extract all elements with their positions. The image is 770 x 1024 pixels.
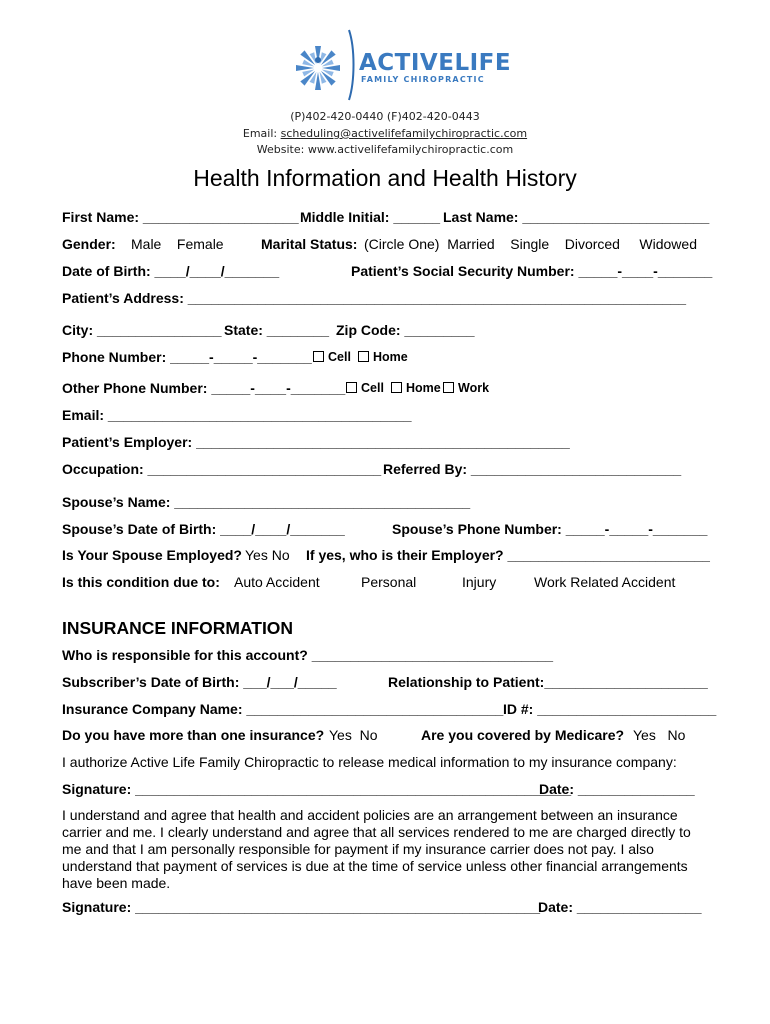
spouse-dob-field[interactable]: Spouse’s Date of Birth: ____/____/_______	[62, 521, 345, 537]
phone-fax-line: (P)402-420-0440 (F)402-420-0443	[290, 110, 480, 123]
email-link[interactable]: scheduling@activelifefamilychiropractic.com	[280, 127, 528, 140]
phone-cell-label: Cell	[328, 350, 351, 364]
medicare-label: Are you covered by Medicare?	[421, 727, 625, 743]
checkbox-icon[interactable]	[391, 382, 402, 393]
gender-options[interactable]: Male Female	[131, 236, 224, 252]
other-work-option[interactable]	[443, 381, 489, 395]
other-work-label: Work	[458, 381, 490, 395]
date-field-1[interactable]: Date: _______________	[539, 781, 695, 797]
phone-field[interactable]: Phone Number: _____-_____-_______	[62, 349, 312, 365]
last-name-field[interactable]: Last Name: ________________________	[443, 209, 710, 225]
other-cell-option[interactable]	[346, 381, 384, 395]
first-name-field[interactable]: First Name: ____________________	[62, 209, 299, 225]
page-title: Health Information and Health History	[193, 165, 577, 191]
other-phone-field[interactable]: Other Phone Number: _____-____-_______	[62, 380, 346, 396]
relationship-field[interactable]: Relationship to Patient:_____________________	[388, 674, 708, 690]
email-line	[0, 127, 770, 140]
other-home-label: Home	[406, 381, 441, 395]
checkbox-icon[interactable]	[313, 351, 324, 362]
insurance-id-field[interactable]: ID #: _______________________	[503, 701, 717, 717]
phone-home-label: Home	[373, 350, 408, 364]
marital-status-options[interactable]: (Circle One) Married Single Divorced Widowed	[364, 236, 697, 252]
condition-label: Is this condition due to:	[62, 574, 220, 590]
multiple-insurance-options[interactable]: Yes No	[329, 727, 378, 743]
phone-home-option[interactable]	[358, 350, 408, 364]
city-field[interactable]: City: ________________	[62, 322, 222, 338]
spouse-phone-field[interactable]: Spouse’s Phone Number: _____-_____-_______	[392, 521, 708, 537]
insurance-company-field[interactable]: Insurance Company Name: _________________________________	[62, 701, 504, 717]
spouse-employed-options[interactable]: Yes No	[245, 547, 290, 563]
employer-field[interactable]: Patient’s Employer: ________________________________________________	[62, 434, 570, 450]
date-field-2[interactable]: Date: ________________	[538, 899, 702, 915]
ssn-field[interactable]: Patient’s Social Security Number: _____-____-_______	[351, 263, 713, 279]
checkbox-icon[interactable]	[358, 351, 369, 362]
spouse-employed-label: Is Your Spouse Employed?	[62, 547, 242, 563]
condition-work-related[interactable]: Work Related Accident	[534, 574, 676, 590]
condition-auto-accident[interactable]: Auto Accident	[234, 574, 320, 590]
authorization-statement: I authorize Active Life Family Chiropractic to release medical information to my insurance company:	[62, 754, 677, 770]
logo-subtext: FAMILY CHIROPRACTIC	[361, 75, 485, 84]
subscriber-dob-field[interactable]: Subscriber’s Date of Birth: ___/___/_____	[62, 674, 337, 690]
signature-field-1[interactable]: Signature: ________________________________________________________	[62, 781, 572, 797]
state-field[interactable]: State: ________	[224, 322, 330, 338]
referred-by-field[interactable]: Referred By: ___________________________	[383, 461, 682, 477]
spouse-employer-field[interactable]: If yes, who is their Employer? __________________________	[306, 547, 710, 563]
other-cell-label: Cell	[361, 381, 384, 395]
condition-personal[interactable]: Personal	[361, 574, 417, 590]
spouse-name-field[interactable]: Spouse’s Name: ______________________________________	[62, 494, 471, 510]
logo-text: ACTIVELIFE	[359, 50, 512, 76]
company-logo	[293, 26, 512, 106]
checkbox-icon[interactable]	[443, 382, 454, 393]
website-line: Website: www.activelifefamilychiropractic.com	[256, 143, 514, 156]
email-field[interactable]: Email: _______________________________________	[62, 407, 412, 423]
middle-initial-field[interactable]: Middle Initial: ______	[300, 209, 441, 225]
address-field[interactable]: Patient’s Address: ________________________________________________________________	[62, 290, 687, 306]
insurance-section-heading: INSURANCE INFORMATION	[62, 618, 294, 638]
occupation-field[interactable]: Occupation: ______________________________	[62, 461, 382, 477]
medicare-options[interactable]: Yes No	[633, 727, 686, 743]
phone-cell-option[interactable]	[313, 350, 351, 364]
multiple-insurance-label: Do you have more than one insurance?	[62, 727, 325, 743]
condition-injury[interactable]: Injury	[462, 574, 497, 590]
checkbox-icon[interactable]	[346, 382, 357, 393]
other-home-option[interactable]	[391, 381, 441, 395]
gender-label: Gender:	[62, 236, 116, 252]
email-label: Email:	[242, 127, 281, 140]
agreement-paragraph: I understand and agree that health and accident policies are an arrangement between an insurance carrier and me. I clearly understand and agree that all services rendered to me are charged directly to me and that I am personally responsible for payment if my insurance carrier does not pay. I also understand that payment of services is due at the time of service unless other financial arrangements have been made.	[62, 807, 691, 891]
zip-field[interactable]: Zip Code: _________	[336, 322, 475, 338]
responsible-party-field[interactable]: Who is responsible for this account? _______________________________	[62, 647, 554, 663]
marital-status-label: Marital Status:	[261, 236, 358, 252]
dob-field[interactable]: Date of Birth: ____/____/_______	[62, 263, 280, 279]
signature-field-2[interactable]: Signature: ____________________________________________________	[62, 899, 540, 915]
